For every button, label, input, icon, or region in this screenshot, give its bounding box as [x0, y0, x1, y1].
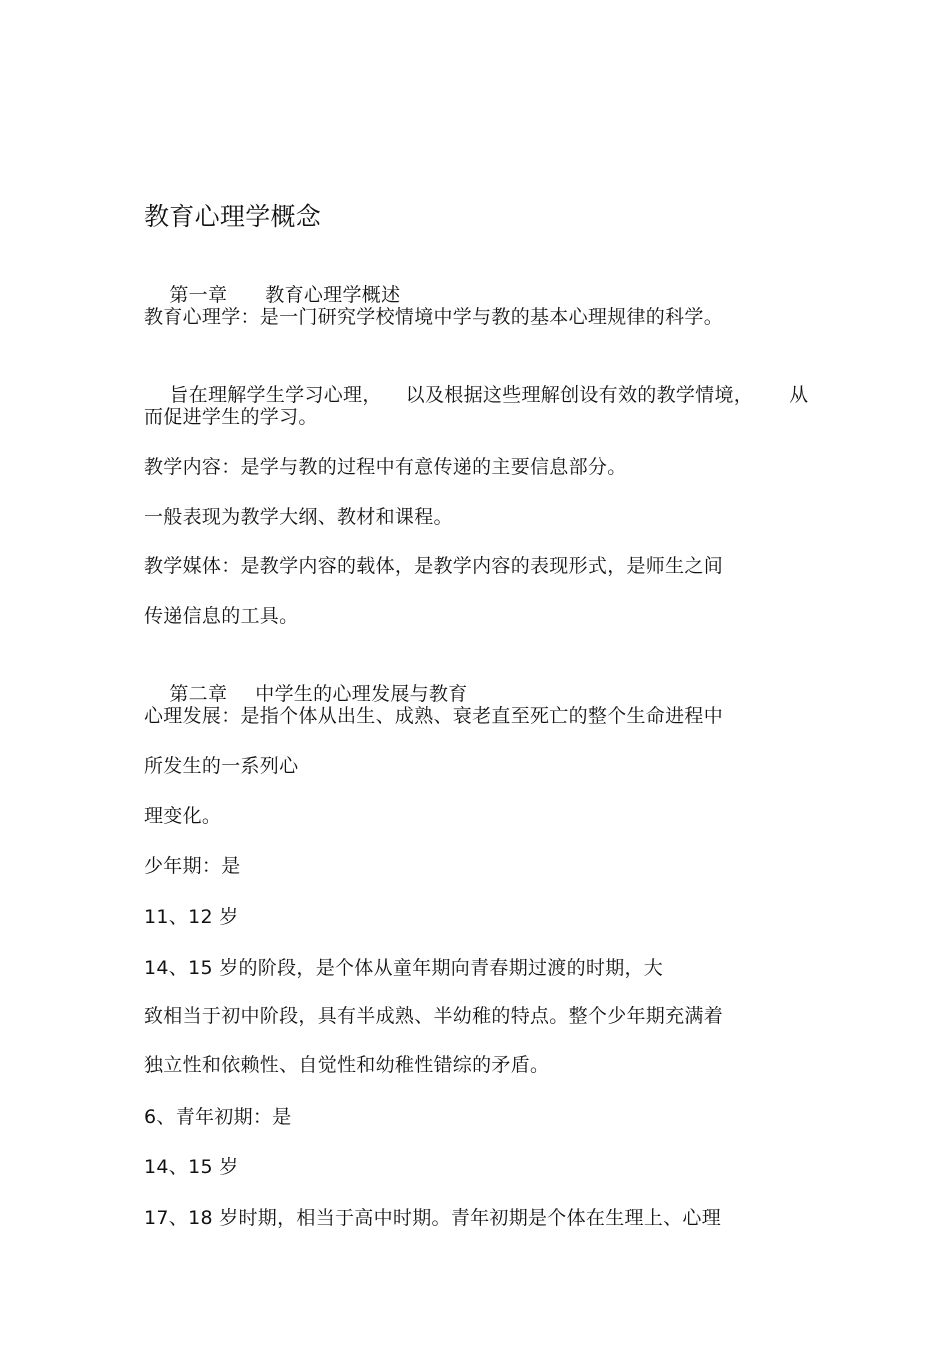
text-segment: 以及根据这些理解创设有效的教学情境，	[405, 384, 754, 406]
text-line: 独立性和依赖性、自觉性和幼稚性错综的矛盾。	[144, 1054, 550, 1076]
text-line: 教学媒体：是教学内容的载体，是教学内容的表现形式，是师生之间	[144, 555, 724, 577]
text-line: 一般表现为教学大纲、教材和课程。	[144, 506, 453, 528]
chapter-number: 第一章	[169, 284, 228, 306]
chapter-number: 第二章	[169, 683, 228, 705]
text-line: 而促进学生的学习。	[144, 406, 318, 428]
text-line: 传递信息的工具。	[144, 605, 299, 627]
text-line: 理变化。	[144, 805, 222, 827]
text-line: 所发生的一系列心	[144, 755, 299, 777]
text-line: 6、青年初期：是	[144, 1106, 292, 1128]
text-line: 少年期：是	[144, 855, 241, 877]
text-line: 致相当于初中阶段，具有半成熟、半幼稚的特点。整个少年期充满着	[144, 1005, 724, 1027]
text-segment: 从	[789, 384, 809, 406]
chapter-title: 中学生的心理发展与教育	[255, 683, 468, 705]
text-line: 教育心理学：是一门研究学校情境中学与教的基本心理规律的科学。	[144, 306, 724, 328]
document-title: 教育心理学概念	[144, 202, 322, 231]
text-line: 教学内容：是学与教的过程中有意传递的主要信息部分。	[144, 456, 627, 478]
chapter-title: 教育心理学概述	[265, 284, 401, 306]
text-line: 17、18 岁时期，相当于高中时期。青年初期是个体在生理上、心理	[144, 1207, 721, 1229]
text-line: 心理发展：是指个体从出生、成熟、衰老直至死亡的整个生命进程中	[144, 705, 724, 727]
text-line: 11、12 岁	[144, 906, 239, 928]
text-line: 14、15 岁	[144, 1156, 239, 1178]
text-line: 14、15 岁的阶段，是个体从童年期向青春期过渡的时期，大	[144, 957, 664, 979]
text-segment: 旨在理解学生学习心理，	[169, 384, 382, 406]
